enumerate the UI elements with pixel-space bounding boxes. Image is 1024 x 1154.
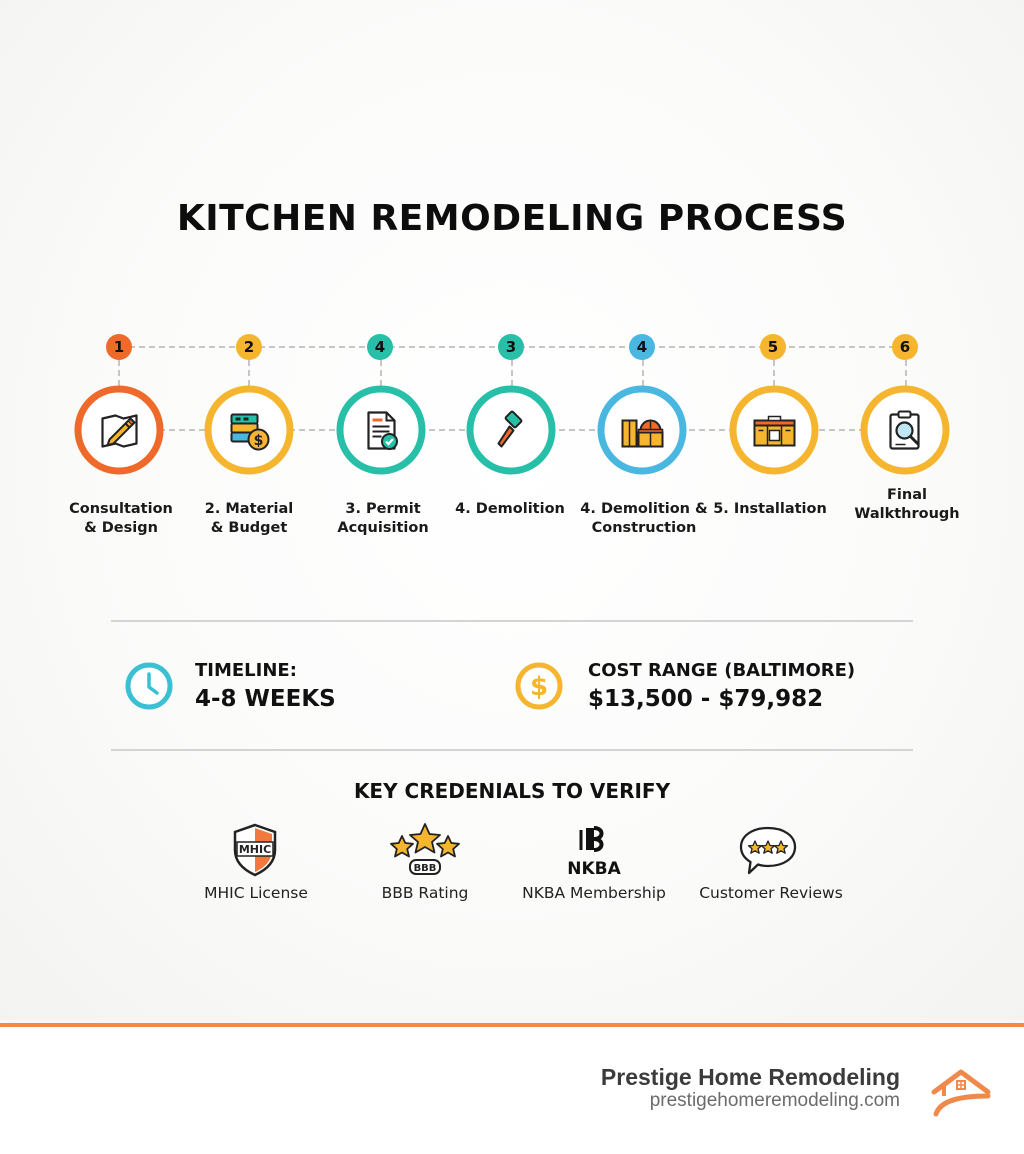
step-connector [248,360,250,386]
cost-value: $13,500 - $79,982 [588,686,824,712]
step-number-badge: 4 [629,334,655,360]
kitchen-counter-icon [730,386,819,475]
dollar-coin-icon [514,661,564,711]
step-number-badge: 6 [892,334,918,360]
svg-text:$: $ [253,432,263,449]
credential-label: MHIC License [204,884,308,902]
step-connector [642,360,644,386]
step-connector [118,360,120,386]
credential-label: Customer Reviews [699,884,843,902]
pencil-plan-icon [75,386,164,475]
step-label: 4. Demolition & Construction [580,501,708,536]
step-number-badge: 1 [106,334,132,360]
credential-label: NKBA Membership [522,884,666,902]
page-title: KITCHEN REMODELING PROCESS [176,198,848,239]
shield-icon [231,822,279,878]
step-label: 4. Demolition [455,501,565,517]
step-connector [905,360,907,386]
timeline-value: 4-8 WEEKS [195,686,336,712]
stars-icon [387,822,463,878]
divider [111,749,913,751]
nkba-logo-icon [559,824,629,878]
step-connector [380,360,382,386]
brand-name: Prestige Home Remodeling [600,1064,900,1090]
material-budget-icon [205,386,294,475]
cost-label: COST RANGE (BALTIMORE) [588,660,856,681]
step-label: 2. Material & Budget [204,501,294,536]
step-number-badge: 2 [236,334,262,360]
step-label: 5. Installation [713,501,827,517]
step-label: 3. Permit Acquisition [337,501,429,536]
credentials-title: KEY CREDENIALS TO VERIFY [353,779,671,803]
hammer-icon [467,386,556,475]
house-logo-icon [928,1066,994,1118]
step-label: Consultation & Design [69,501,173,536]
cabinet-hardhat-icon [598,386,687,475]
step-label: Final Walkthrough [854,487,960,522]
credential-label: BBB Rating [381,884,469,902]
svg-text:$: $ [529,672,549,702]
step-connector [773,360,775,386]
step-connector [511,360,513,386]
svg-text:MHIC: MHIC [238,843,272,856]
permit-document-icon [337,386,426,475]
inspection-clipboard-icon [861,386,950,475]
step-number-badge: 4 [367,334,393,360]
clock-icon [124,661,174,711]
step-number-badge: 3 [498,334,524,360]
svg-text:NKBA: NKBA [567,859,621,878]
brand-url: prestigehomeremodeling.com [649,1090,900,1111]
step-number-badge: 5 [760,334,786,360]
timeline-label: TIMELINE: [195,660,297,681]
divider [111,620,913,622]
svg-text:BBB: BBB [413,863,437,874]
review-bubble-icon [737,825,799,877]
